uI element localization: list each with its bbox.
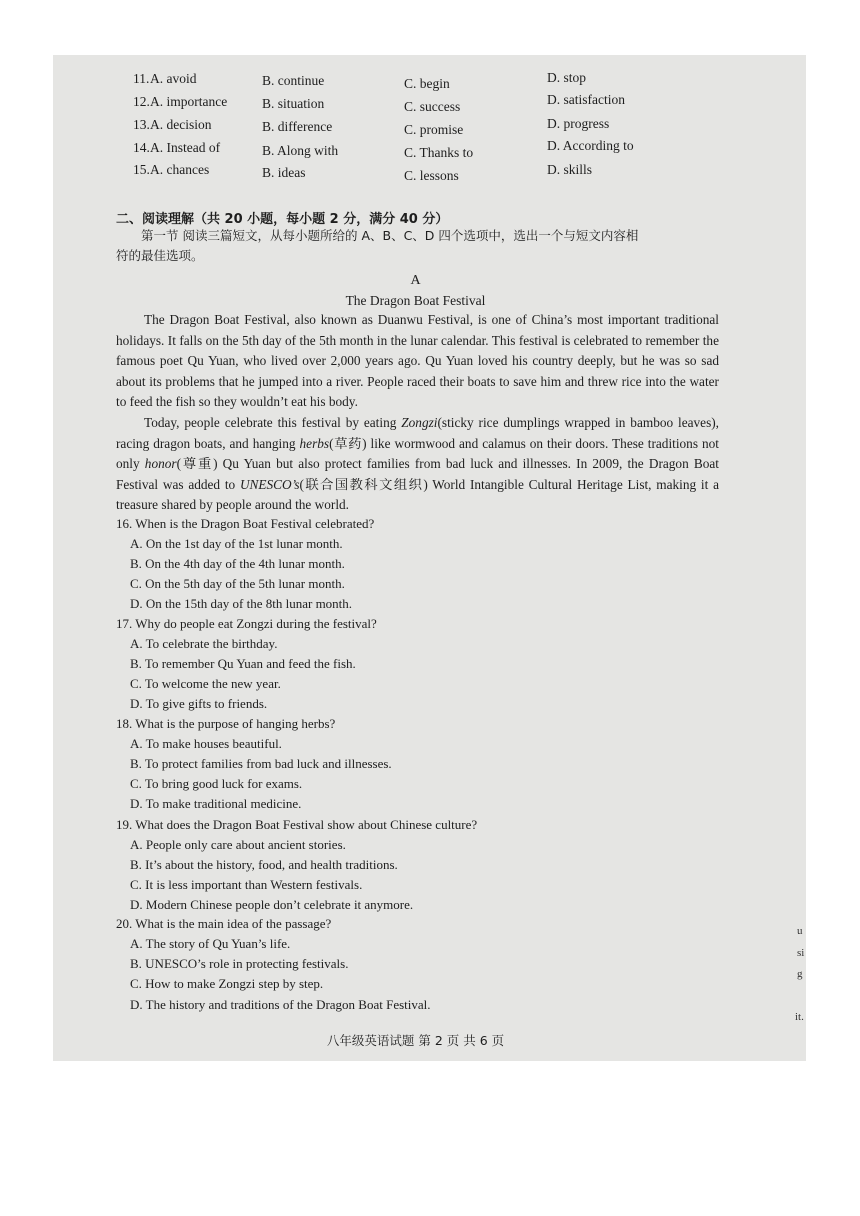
edge-fragment: g	[797, 968, 803, 980]
answer-option: B. To remember Qu Yuan and feed the fish.	[130, 656, 356, 671]
answer-option: A. To celebrate the birthday.	[130, 636, 278, 651]
section-heading: 二、阅读理解（共 20 小题，每小题 2 分，满分 40 分）	[116, 212, 449, 227]
question-stem: 16. When is the Dragon Boat Festival celebrated?	[116, 516, 375, 531]
edge-fragment: si	[797, 947, 805, 959]
option-a: 13.	[133, 117, 150, 132]
option-c: C. success	[404, 99, 461, 114]
option-d: D. progress	[547, 116, 610, 131]
answer-option: A. People only care about ancient stories.	[130, 837, 346, 852]
option-b: B. situation	[262, 96, 325, 111]
option-b: B. difference	[262, 119, 333, 134]
answer-option: B. It’s about the history, food, and health traditions.	[130, 857, 398, 872]
option-a: 15.	[133, 162, 150, 177]
term-unesco: UNESCO’s	[239, 476, 300, 492]
exam-page	[53, 55, 806, 1061]
option-d: D. According to	[547, 138, 634, 153]
answer-option: B. To protect families from bad luck and illnesses.	[130, 756, 392, 771]
term-zongzi: Zongzi	[401, 415, 438, 430]
answer-option: C. On the 5th day of the 5th lunar month.	[130, 576, 345, 591]
answer-option: C. How to make Zongzi step by step.	[130, 976, 324, 991]
option-a: 11.	[133, 71, 150, 86]
option-a: A. chances	[150, 162, 210, 177]
answer-option: D. To give gifts to friends.	[130, 696, 268, 711]
option-d: D. satisfaction	[547, 92, 625, 107]
edge-fragment: u	[797, 925, 803, 937]
question-stem: 17. Why do people eat Zongzi during the festival?	[116, 616, 377, 631]
option-c: C. Thanks to	[404, 145, 474, 160]
question-stem: 19. What does the Dragon Boat Festival show about Chinese culture?	[116, 817, 478, 832]
answer-option: C. It is less important than Western festivals.	[130, 877, 363, 892]
passage-paragraph-2: Today, people celebrate this festival by eating Zongzi(sticky rice dumplings wrapped in bamboo leaves), racing dragon boats, and hanging herbs(草药) like wormwood and calamus on their doors. These traditions not only honor(尊重) Qu Yuan but also protect families from bad luck and illnesses. In 2009, the Dragon Boat Festival was added to UNESCO’s(联合国教科文组织) World Intangible Cultural Heritage List, making it a treasure shared by people around the world.	[116, 415, 720, 513]
option-a: A. importance	[150, 94, 228, 109]
answer-option: C. To bring good luck for exams.	[130, 776, 303, 791]
option-a: A. Instead of	[150, 140, 221, 155]
option-c: C. promise	[404, 122, 464, 137]
term-honor: honor	[144, 456, 177, 472]
option-b: B. Along with	[262, 143, 339, 158]
answer-option: D. On the 15th day of the 8th lunar month.	[130, 596, 353, 611]
passage-title: The Dragon Boat Festival	[345, 293, 486, 308]
answer-option: B. On the 4th day of the 4th lunar month.	[130, 556, 345, 571]
question-stem: 18. What is the purpose of hanging herbs?	[116, 716, 336, 731]
option-a: A. avoid	[150, 71, 197, 86]
option-d: D. skills	[547, 162, 593, 177]
answer-option: D. The history and traditions of the Dragon Boat Festival.	[130, 997, 431, 1012]
question-stem: 20. What is the main idea of the passage?	[116, 916, 332, 931]
option-a: 12.	[133, 94, 150, 109]
option-a: A. decision	[150, 117, 212, 132]
term-herbs: herbs	[299, 435, 330, 451]
answer-option: A. The story of Qu Yuan’s life.	[130, 936, 291, 951]
option-c: C. begin	[404, 76, 450, 91]
section-instruction: 符的最佳选项。	[116, 248, 204, 263]
option-b: B. continue	[262, 73, 325, 88]
answer-option: A. On the 1st day of the 1st lunar month.	[130, 536, 343, 551]
answer-option: D. To make traditional medicine.	[130, 796, 302, 811]
answer-option: B. UNESCO’s role in protecting festivals.	[130, 956, 349, 971]
page-footer: 八年级英语试题 第 2 页 共 6 页	[326, 1033, 505, 1048]
option-b: B. ideas	[262, 165, 306, 180]
answer-option: D. Modern Chinese people don’t celebrate it anymore.	[130, 897, 414, 912]
answer-option: A. To make houses beautiful.	[130, 736, 282, 751]
option-c: C. lessons	[404, 168, 459, 183]
passage-letter: A	[410, 273, 421, 288]
option-d: D. stop	[547, 70, 587, 85]
passage-paragraph-1: The Dragon Boat Festival, also known as Duanwu Festival, is one of China’s most important traditional holidays. It falls on the 5th day of the 5th month in the lunar calendar. This festival is celebrated to remember the famous poet Qu Yuan, who lived over 2,000 years ago. Qu Yuan loved his country deeply, but he was so sad about its problems that he jumped into a river. People raced their boats to save him and threw rice into the water to feed the fish so they wouldn’t eat his body.	[116, 312, 719, 410]
option-a: 14.	[133, 140, 150, 155]
section-instruction: 第一节 阅读三篇短文，从每小题所给的 A、B、C、D 四个选项中，选出一个与短文内容相	[141, 228, 639, 243]
answer-option: C. To welcome the new year.	[130, 676, 281, 691]
edge-fragment: it.	[795, 1011, 804, 1023]
